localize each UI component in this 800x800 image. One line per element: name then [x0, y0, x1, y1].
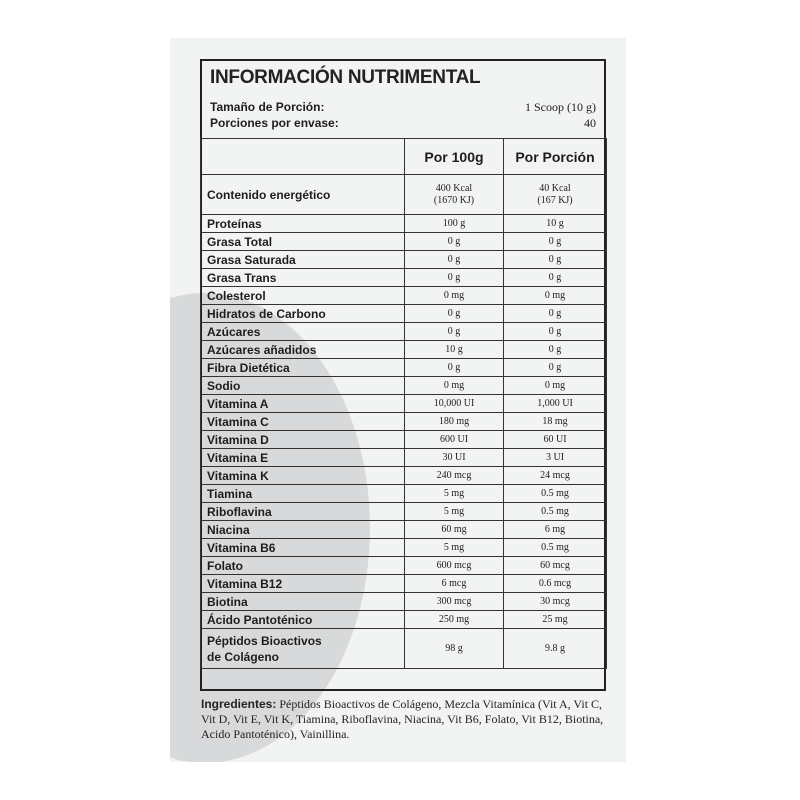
table-row — [201, 611, 607, 629]
nutrient-per-serving: 0 g — [504, 233, 607, 251]
table-row — [201, 539, 607, 557]
nutrient-per-100g: 180 mg — [405, 413, 504, 431]
nutrient-name: Riboflavina — [201, 503, 405, 521]
table-row — [201, 359, 607, 377]
table-row — [201, 503, 607, 521]
nutrient-name: Grasa Total — [201, 233, 405, 251]
nutrient-name: Vitamina E — [201, 449, 405, 467]
ingredients-text — [201, 697, 611, 742]
nutrient-per-100g: 10 g — [405, 341, 504, 359]
nutrient-name: Azúcares — [201, 323, 405, 341]
nutrient-per-100g: 600 UI — [405, 431, 504, 449]
ingredients-list: Péptidos Bioactivos de Colágeno, Mezcla Vitamínica (Vit A, Vit C, Vit D, Vit E, Vit K, Tiamina, Riboflavina, Niacina, Vit B6, Folato, Vit B12, Biotina, Acido Pantoténico), Vainillina. — [201, 697, 604, 741]
ingredients-label: Ingredientes: — [201, 697, 277, 711]
nutrient-per-100g: 0 g — [405, 251, 504, 269]
nutrient-per-100g: 100 g — [405, 215, 504, 233]
nutrient-name: Vitamina B6 — [201, 539, 405, 557]
table-row — [201, 233, 607, 251]
nutrient-name: Tiamina — [201, 485, 405, 503]
servings-per-container-value: 40 — [584, 116, 596, 130]
nutrient-per-serving: 0.5 mg — [504, 539, 607, 557]
nutrient-per-100g: 600 mcg — [405, 557, 504, 575]
nutrient-per-serving: 60 mcg — [504, 557, 607, 575]
table-row — [201, 557, 607, 575]
peptides-label-line2: de Colágeno — [207, 649, 280, 664]
nutrient-per-serving: 0 g — [504, 251, 607, 269]
nutrient-name: Folato — [201, 557, 405, 575]
peptides-per-serving: 9.8 g — [504, 629, 607, 669]
nutrient-per-serving: 10 g — [504, 215, 607, 233]
energy-per-serving-kcal: 40 Kcal — [539, 182, 571, 194]
table-row — [201, 575, 607, 593]
table-row — [201, 449, 607, 467]
nutrient-per-100g: 30 UI — [405, 449, 504, 467]
nutrient-per-100g: 240 mcg — [405, 467, 504, 485]
table-row — [201, 593, 607, 611]
nutrient-name: Proteínas — [201, 215, 405, 233]
panel-title: INFORMACIÓN NUTRIMENTAL — [210, 67, 481, 88]
table-row — [201, 377, 607, 395]
nutrient-per-100g: 0 g — [405, 269, 504, 287]
nutrient-per-serving: 6 mg — [504, 521, 607, 539]
peptides-label — [201, 629, 405, 669]
table-row — [201, 431, 607, 449]
nutrient-per-serving: 0 mg — [504, 287, 607, 305]
table-row — [201, 305, 607, 323]
energy-per-serving — [504, 175, 607, 215]
table-row — [201, 269, 607, 287]
nutrient-per-100g: 0 g — [405, 359, 504, 377]
nutrient-name: Biotina — [201, 593, 405, 611]
nutrient-per-100g: 0 mg — [405, 287, 504, 305]
nutrient-per-serving: 30 mcg — [504, 593, 607, 611]
nutrient-per-100g: 6 mcg — [405, 575, 504, 593]
energy-per-100g-kj: (1670 KJ) — [433, 194, 475, 206]
nutrient-per-serving: 3 UI — [504, 449, 607, 467]
table-row-energy — [201, 175, 607, 215]
nutrient-per-100g: 10,000 UI — [405, 395, 504, 413]
nutrient-per-100g: 5 mg — [405, 503, 504, 521]
nutrient-name: Fibra Dietética — [201, 359, 405, 377]
servings-per-container-row — [210, 115, 596, 131]
nutrient-per-serving: 0 g — [504, 359, 607, 377]
nutrient-name: Colesterol — [201, 287, 405, 305]
table-row — [201, 485, 607, 503]
nutrition-facts-panel — [200, 59, 606, 691]
nutrient-per-serving: 1,000 UI — [504, 395, 607, 413]
nutrition-table — [200, 138, 607, 669]
nutrient-per-serving: 0.5 mg — [504, 485, 607, 503]
nutrient-name: Hidratos de Carbono — [201, 305, 405, 323]
nutrient-per-100g: 0 g — [405, 305, 504, 323]
table-row — [201, 467, 607, 485]
nutrient-per-100g: 5 mg — [405, 485, 504, 503]
table-row — [201, 215, 607, 233]
nutrient-per-100g: 5 mg — [405, 539, 504, 557]
nutrient-per-100g: 250 mg — [405, 611, 504, 629]
nutrient-per-serving: 60 UI — [504, 431, 607, 449]
header-nutrient — [201, 139, 405, 175]
energy-per-serving-kj: (167 KJ) — [537, 194, 573, 206]
peptides-label-line1: Péptidos Bioactivos — [207, 633, 322, 648]
nutrient-per-100g: 0 g — [405, 233, 504, 251]
nutrient-per-100g: 300 mcg — [405, 593, 504, 611]
table-row — [201, 413, 607, 431]
nutrient-per-100g: 60 mg — [405, 521, 504, 539]
nutrient-per-serving: 18 mg — [504, 413, 607, 431]
nutrient-name: Grasa Saturada — [201, 251, 405, 269]
serving-info — [210, 99, 596, 131]
nutrient-name: Azúcares añadidos — [201, 341, 405, 359]
table-row — [201, 323, 607, 341]
serving-size-value: 1 Scoop (10 g) — [525, 100, 596, 114]
nutrient-per-serving: 0 mg — [504, 377, 607, 395]
nutrient-name: Vitamina D — [201, 431, 405, 449]
energy-per-100g — [405, 175, 504, 215]
nutrient-per-serving: 0 g — [504, 305, 607, 323]
nutrient-per-serving: 0.6 mcg — [504, 575, 607, 593]
table-row — [201, 287, 607, 305]
table-row-peptides — [201, 629, 607, 669]
energy-label: Contenido energético — [201, 175, 405, 215]
nutrient-per-serving: 0 g — [504, 341, 607, 359]
nutrient-name: Niacina — [201, 521, 405, 539]
nutrient-per-serving: 0 g — [504, 323, 607, 341]
table-row — [201, 251, 607, 269]
nutrient-per-serving: 24 mcg — [504, 467, 607, 485]
nutrient-per-serving: 0.5 mg — [504, 503, 607, 521]
nutrient-per-serving: 25 mg — [504, 611, 607, 629]
header-per-100g: Por 100g — [405, 139, 504, 175]
serving-size-row — [210, 99, 596, 115]
peptides-per-100g: 98 g — [405, 629, 504, 669]
nutrient-name: Vitamina C — [201, 413, 405, 431]
nutrient-per-serving: 0 g — [504, 269, 607, 287]
servings-per-container-label: Porciones por envase: — [210, 116, 339, 130]
nutrient-name: Vitamina A — [201, 395, 405, 413]
nutrient-name: Grasa Trans — [201, 269, 405, 287]
nutrient-per-100g: 0 g — [405, 323, 504, 341]
nutrient-per-100g: 0 mg — [405, 377, 504, 395]
table-header-row — [201, 139, 607, 175]
serving-size-label: Tamaño de Porción: — [210, 100, 325, 114]
nutrient-name: Sodio — [201, 377, 405, 395]
nutrient-name: Vitamina B12 — [201, 575, 405, 593]
table-row — [201, 521, 607, 539]
nutrient-name: Vitamina K — [201, 467, 405, 485]
nutrient-name: Ácido Pantoténico — [201, 611, 405, 629]
table-row — [201, 341, 607, 359]
table-row — [201, 395, 607, 413]
energy-per-100g-kcal: 400 Kcal — [435, 182, 473, 194]
header-per-serving: Por Porción — [504, 139, 607, 175]
